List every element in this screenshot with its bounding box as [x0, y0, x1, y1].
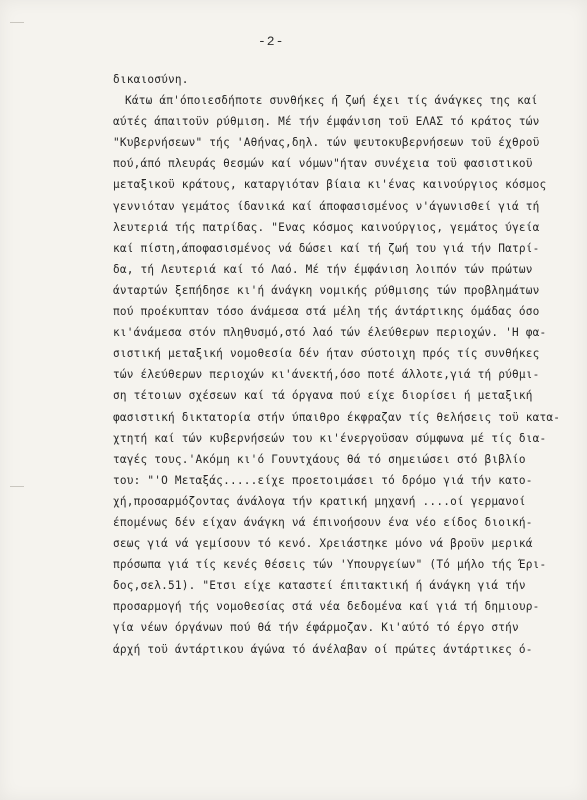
text-line: λευτεριά τής πατρίδας. "Ενας κόσμος καινούργιος, γεμάτος ύγεία — [113, 220, 540, 234]
margin-mark — [10, 486, 24, 487]
text-line: προσαρμογή τής νομοθεσίας στά νέα δεδομένα καί γιά τή δημιουρ- — [113, 600, 540, 614]
margin-mark — [10, 22, 24, 23]
text-line: τών έλεύθερων περιοχών κι'άνεκτή,όσο ποτέ άλλοτε,γιά τή ρύθμι- — [113, 368, 540, 382]
text-line: πού προέκυπταν τόσο άνάμεσα στά μέλη τής άντάρτικης όμάδας όσο — [113, 305, 540, 319]
text-line: γεννιόταν γεμάτος ίδανικά καί άποφασισμένος ν'άγωνισθεί γιά τή — [113, 199, 540, 213]
text-line: σιστική μεταξική νομοθεσία δέν ήταν σύστοιχη πρός τίς συνθήκες — [113, 347, 540, 361]
page-number: -2- — [258, 34, 285, 49]
text-line: "Κυβερνήσεων" τής 'Αθήνας,δηλ. τών ψευτοκυβερνήσεων τοϋ έχθροϋ — [113, 136, 540, 150]
text-line: χτητή καί τών κυβερνήσεών του κι'ένεργοϋσαν σύμφωνα μέ τίς δια- — [113, 431, 547, 445]
text-line: άρχή τοϋ άντάρτικου άγώνα τό άνέλαβαν οί πρώτες άντάρτικες ό- — [113, 642, 533, 656]
text-line: γία νέων όργάνων πού θά τήν έφάρμοζαν. Κι'αύτό τό έργο στήν — [113, 621, 519, 635]
text-line: πού,άπό πλευράς θεσμών καί νόμων"ήταν συνέχεια τοϋ φασιστικοϋ — [113, 157, 533, 171]
text-line: του: "'Ο Μεταξάς.....είχε προετοιμάσει τό δρόμο γιά τήν κατο- — [113, 473, 533, 487]
text-line: μεταξικοϋ κράτους, καταργιόταν βίαια κι'ένας καινούργιος κόσμος — [113, 178, 547, 192]
text-line: ταγές τους.'Ακόμη κι'ό Γουντχάους θά τό σημειώσει στό βιβλίο — [113, 452, 526, 466]
text-line: άνταρτών ξεπήδησε κι'ή άνάγκη νομικής ρύθμισης τών προβλημάτων — [113, 283, 540, 297]
text-line: ση τέτοιων σχέσεων καί τά όργανα πού είχε διορίσει ή μεταξική — [113, 389, 533, 403]
text-line: σεως γιά νά γεμίσουν τό κενό. Χρειάστηκε μόνο νά βροϋν μερικά — [113, 537, 533, 551]
text-line: έπομένως δέν είχαν άνάγκη νά έπινοήσουν ένα νέο είδος διοική- — [113, 515, 533, 529]
text-line: πρόσωπα γιά τίς κενές θέσεις τών 'Υπουργείων" (Τό μήλο τής Έρι- — [113, 558, 547, 572]
text-line: δος,σελ.51). "Ετσι είχε καταστεί έπιτακτική ή άνάγκη γιά τήν — [113, 579, 526, 593]
text-line: καί πίστη,άποφασισμένος νά δώσει καί τή ζωή του γιά τήν Πατρί- — [113, 241, 540, 255]
text-line: κι'άνάμεσα στόν πληθυσμό,στό λαό τών έλεύθερων περιοχών. 'Η φα- — [113, 326, 547, 340]
text-line: Κάτω άπ'όποιεσδήποτε συνθήκες ή ζωή έχει τίς άνάγκες της καί — [125, 94, 538, 108]
text-line: δα, τή Λευτεριά καί τό Λαό. Μέ τήν έμφάνιση λοιπόν τών πρώτων — [113, 262, 533, 276]
text-line: χή,προσαρμόζοντας άνάλογα τήν κρατική μηχανή ....οί γερμανοί — [113, 494, 526, 508]
text-line: αύτές άπαιτοϋν ρύθμιση. Μέ τήν έμφάνιση τοϋ ΕΛΑΣ τό κράτος τών — [113, 115, 540, 129]
text-line: δικαιοσύνη. — [113, 73, 189, 86]
typewritten-body — [113, 69, 583, 660]
text-line: φασιστική δικτατορία στήν ύπαιθρο έκφραζαν τίς θελήσεις τοϋ κατα- — [113, 410, 561, 424]
